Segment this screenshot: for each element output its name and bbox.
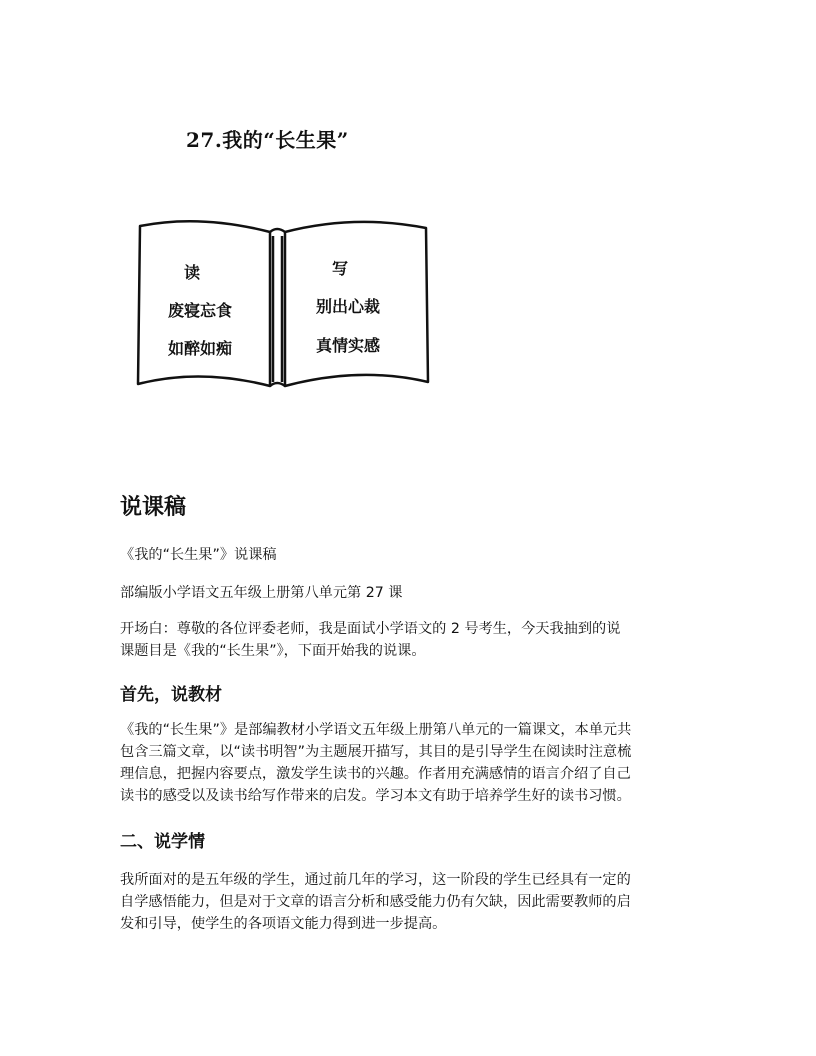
doc-title: 《我的“长生果”》说课稿 xyxy=(120,547,277,563)
section-title: 说课稿 xyxy=(120,495,187,520)
board-right-item: 真情实感 xyxy=(316,336,381,355)
paragraph-line: 理信息，把握内容要点，激发学生读书的兴趣。作者用充满感情的语言介绍了自己 xyxy=(120,766,631,782)
paragraph-line: 开场白：尊敬的各位评委老师，我是面试小学语文的 2 号考生，今天我抽到的说 xyxy=(120,621,621,637)
board-left-item: 废寝忘食 xyxy=(168,301,233,320)
board-right-heading: 写 xyxy=(332,259,349,278)
blackboard-book-diagram xyxy=(130,214,440,394)
paragraph-line: 自学感悟能力，但是对于文章的语言分析和感受能力仍有欠缺，因此需要教师的启 xyxy=(120,894,631,910)
lesson-title: 27.我的“长生果” xyxy=(186,128,349,152)
paragraph-line: 发和引导，使学生的各项语文能力得到进一步提高。 xyxy=(120,916,447,932)
heading-students: 二、说学情 xyxy=(120,832,205,852)
paragraph-line: 读书的感受以及读书给写作带来的启发。学习本文有助于培养学生好的读书习惯。 xyxy=(120,788,631,804)
paragraph-line: 包含三篇文章，以“读书明智”为主题展开描写，其目的是引导学生在阅读时注意梳 xyxy=(120,744,632,760)
board-right-item: 别出心裁 xyxy=(316,297,381,316)
paragraph-line: 《我的“长生果”》是部编教材小学语文五年级上册第八单元的一篇课文，本单元共 xyxy=(120,722,632,738)
paragraph-line: 课题目是《我的“长生果”》，下面开始我的说课。 xyxy=(120,643,426,659)
paragraph-line: 我所面对的是五年级的学生，通过前几年的学习，这一阶段的学生已经具有一定的 xyxy=(120,872,631,888)
heading-textbook: 首先，说教材 xyxy=(120,685,222,705)
board-left-heading: 读 xyxy=(184,263,201,282)
board-left-item: 如醉如痴 xyxy=(168,339,233,358)
doc-subtitle: 部编版小学语文五年级上册第八单元第 27 课 xyxy=(120,585,403,601)
